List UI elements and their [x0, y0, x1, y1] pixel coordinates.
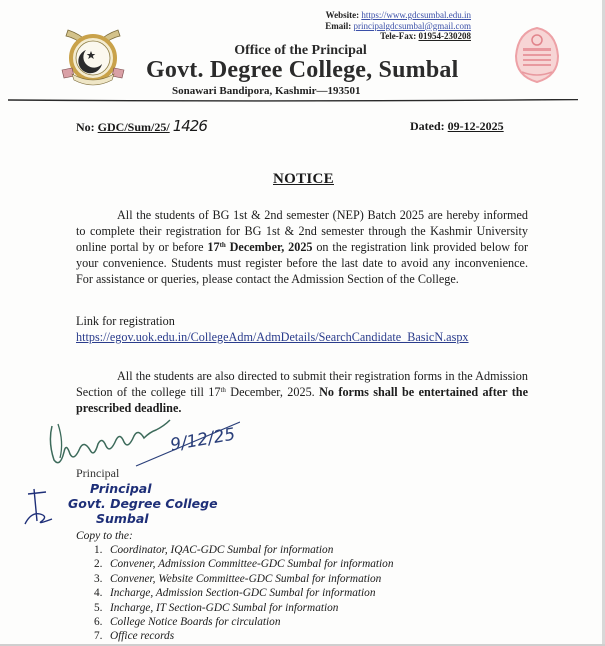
initials-scribble — [22, 486, 58, 526]
telefax-label: Tele-Fax: — [380, 31, 417, 41]
para1-text-b: on the registration link provided below for your convenience. Students must register before the last date to avoid any inconvenience. For assistance or queries, please contact the Admission Section of the College. — [76, 240, 529, 287]
copy-to-text: Incharge, Admission Section-GDC Sumbal for information — [110, 587, 376, 600]
copy-to-item — [94, 615, 393, 629]
copy-to-text: Incharge, IT Section-GDC Sumbal for information — [110, 601, 339, 614]
header-divider — [8, 99, 578, 102]
copy-to-number: 3. — [94, 572, 103, 585]
email-link[interactable]: principalgdcsumbal@gmail.com — [353, 20, 471, 31]
reference-label: No: — [76, 120, 95, 134]
para2-warning: No forms shall be entertained after the prescribed deadline. — [76, 385, 528, 416]
copy-to-number: 5. — [94, 601, 103, 614]
copy-to-item — [94, 557, 393, 571]
para2-text-b: December, 2025. — [225, 385, 320, 400]
para2-suffix: th — [220, 386, 226, 395]
copy-to-number: 7. — [94, 630, 103, 643]
registration-link[interactable]: https://egov.uok.edu.in/CollegeAdm/AdmDetails/SearchCandidate_BasicN.aspx — [76, 330, 469, 344]
copy-to-number: 6. — [94, 616, 103, 629]
copy-to-text: Convener, Admission Committee-GDC Sumbal for information — [110, 558, 394, 571]
website-label: Website: — [325, 10, 360, 20]
college-name: Govt. Degree College, Sumbal — [146, 57, 459, 83]
date-value: 09-12-2025 — [447, 119, 504, 133]
copy-to-text: Office records — [110, 630, 175, 643]
telefax-line — [325, 31, 471, 42]
para2-text-a: All the students are also directed to submit their registration forms in the Admission Section of the college till 17 — [76, 369, 528, 400]
website-line — [325, 10, 471, 21]
para1-text-a: All the students of BG 1st & 2nd semester (NEP) Batch 2025 are hereby informed to complete their registration for BG 1st & 2nd semester through the Kashmir University online portal by or before — [76, 208, 528, 255]
stamp-line-2: Govt. Degree College — [68, 496, 218, 511]
registration-link-label: Link for registration — [76, 314, 175, 328]
principal-typed-title: Principal — [76, 466, 120, 480]
copy-to-list — [94, 543, 393, 644]
date-line — [410, 119, 504, 134]
email-label: Email: — [325, 20, 352, 31]
notice-title-text: NOTICE — [273, 171, 334, 187]
copy-to-item — [94, 601, 393, 615]
notice-title — [0, 170, 605, 188]
copy-to-number: 1. — [94, 544, 103, 556]
stamp-line-3: Sumbal — [96, 511, 149, 526]
telefax-number: 01954-230208 — [418, 31, 471, 41]
copy-to-item — [94, 586, 393, 600]
copy-to-text: Coordinator, IQAC-GDC Sumbal for information — [110, 544, 334, 556]
notice-paragraph-2 — [76, 368, 528, 416]
copy-to-number: 2. — [94, 558, 103, 571]
date-label: Dated: — [410, 119, 445, 133]
email-line — [325, 21, 471, 32]
para1-deadline — [207, 240, 312, 254]
copy-to-text: College Notice Boards for circulation — [110, 616, 281, 629]
stamp-line-1: Principal — [90, 481, 152, 496]
college-address: Sonawari Bandipora, Kashmir—193501 — [172, 85, 361, 97]
office-text: Office of the Principal — [234, 43, 367, 58]
reference-number — [76, 117, 207, 135]
contact-block — [325, 10, 471, 42]
notice-paragraph-1 — [76, 207, 528, 287]
principal-stamp — [68, 481, 248, 526]
website-link[interactable]: https://www.gdcsumbal.edu.in — [361, 10, 471, 20]
copy-to-item — [94, 543, 393, 557]
para1-deadline-month: December, 2025 — [225, 240, 313, 255]
reference-value: GDC/Sum/25/ — [97, 120, 170, 134]
para1-deadline-suffix: th — [219, 241, 226, 250]
copy-to-item — [94, 629, 393, 643]
copy-to-number: 4. — [94, 587, 103, 600]
copy-to-title: Copy to the: — [76, 530, 133, 542]
copy-to-item — [94, 572, 393, 586]
signature-date: 9/12/25 — [168, 424, 237, 456]
para1-deadline-day: 17 — [207, 240, 220, 255]
copy-to-text: Convener, Website Committee-GDC Sumbal for information — [110, 572, 382, 585]
reference-handwritten: 1426 — [172, 117, 207, 135]
